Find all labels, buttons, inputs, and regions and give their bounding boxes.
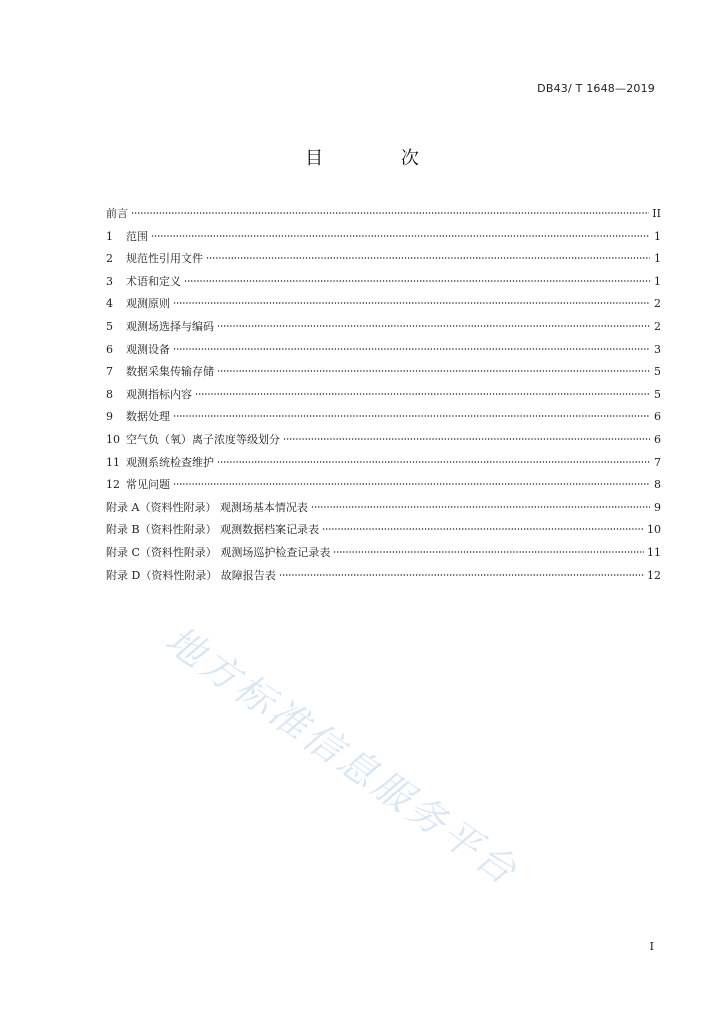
toc-leader-dots (311, 506, 650, 508)
toc-entry-page: 2 (654, 297, 661, 311)
toc-entry[interactable] (106, 341, 661, 364)
toc-leader-dots (173, 483, 650, 485)
toc-entry-label: 观测指标内容 (126, 387, 192, 401)
toc-entry-label: 观测设备 (126, 342, 170, 356)
toc-leader-dots (151, 235, 650, 237)
toc-entry-label: 前言 (106, 207, 128, 220)
toc-entry-page: 6 (654, 410, 661, 424)
toc-entry[interactable] (106, 431, 661, 454)
toc-entry-label: 观测原则 (126, 297, 170, 311)
toc-entry-number: 4 (106, 297, 113, 311)
toc-entry-label: 数据处理 (126, 410, 170, 424)
toc-entry-number: 12 (106, 478, 120, 492)
toc-entry-label: 常见问题 (126, 478, 170, 492)
toc-entry[interactable] (106, 363, 661, 386)
toc-leader-dots (333, 551, 644, 553)
toc-entry[interactable] (106, 273, 661, 296)
toc-entry-number: 8 (106, 387, 113, 401)
toc-entry[interactable] (106, 386, 661, 409)
page-title: 目 次 (305, 148, 455, 169)
toc-entry[interactable] (106, 295, 661, 318)
toc-leader-dots (173, 302, 650, 304)
toc-entry[interactable] (106, 205, 661, 228)
toc-leader-dots (206, 257, 650, 259)
toc-entry-number: 2 (106, 252, 113, 266)
toc-entry[interactable] (106, 521, 661, 544)
toc-leader-dots (131, 212, 649, 214)
toc-leader-dots (217, 325, 650, 327)
toc-entry-number: 10 (106, 432, 120, 446)
toc-leader-dots (217, 461, 650, 463)
toc-entry-label: 附录 C（资料性附录） 观测场巡护检查记录表 (106, 545, 331, 559)
toc-entry-label: 空气负（氧）离子浓度等级划分 (126, 432, 280, 446)
toc-entry-number: 6 (106, 342, 113, 356)
toc-entry-number: 5 (106, 319, 113, 333)
toc-entry-label: 数据采集传输存储 (126, 365, 214, 379)
toc-entry-label: 附录 A（资料性附录） 观测场基本情况表 (106, 500, 308, 514)
toc-entry[interactable] (106, 544, 661, 567)
toc-entry-number: 1 (106, 229, 113, 243)
toc-entry-page: 9 (654, 500, 661, 514)
toc-entry-page: 1 (654, 229, 661, 243)
toc-entry-label: 范围 (126, 229, 148, 243)
toc-entry-number: 9 (106, 410, 113, 424)
toc-leader-dots (195, 393, 650, 395)
toc-leader-dots (322, 528, 644, 530)
toc-entry-page: 7 (654, 455, 661, 469)
toc-entry-label: 观测场选择与编码 (126, 319, 214, 333)
table-of-contents (106, 205, 661, 589)
toc-entry-page: 2 (654, 319, 661, 333)
toc-entry-page: 8 (654, 478, 661, 492)
toc-entry[interactable] (106, 454, 661, 477)
toc-entry[interactable] (106, 250, 661, 273)
watermark: 地方标准信息服务平台 (157, 617, 527, 895)
toc-entry-page: II (652, 207, 661, 220)
toc-leader-dots (173, 415, 650, 417)
toc-leader-dots (279, 574, 644, 576)
toc-leader-dots (173, 348, 650, 350)
toc-entry-page: 12 (647, 568, 661, 582)
toc-entry-label: 观测系统检查维护 (126, 455, 214, 469)
toc-leader-dots (283, 438, 650, 440)
toc-entry[interactable] (106, 228, 661, 251)
toc-entry-page: 5 (654, 387, 661, 401)
toc-leader-dots (217, 370, 650, 372)
toc-entry-number: 3 (106, 274, 113, 288)
toc-entry-page: 1 (654, 252, 661, 266)
toc-entry-number: 7 (106, 365, 113, 379)
toc-entry[interactable] (106, 408, 661, 431)
standard-code: DB43/ T 1648—2019 (537, 82, 655, 95)
toc-entry-label: 附录 D（资料性附录） 故障报告表 (106, 568, 276, 582)
toc-entry[interactable] (106, 499, 661, 522)
toc-entry-page: 6 (654, 432, 661, 446)
toc-entry-label: 规范性引用文件 (126, 252, 203, 266)
toc-entry-page: 10 (647, 523, 661, 537)
toc-entry-page: 5 (654, 365, 661, 379)
page-number: I (649, 940, 654, 953)
toc-entry[interactable] (106, 567, 661, 590)
toc-entry-number: 11 (106, 455, 120, 469)
toc-entry-page: 3 (654, 342, 661, 356)
toc-leader-dots (184, 280, 650, 282)
toc-entry-label: 术语和定义 (126, 274, 181, 288)
toc-entry[interactable] (106, 476, 661, 499)
toc-entry-label: 附录 B（资料性附录） 观测数据档案记录表 (106, 523, 320, 537)
toc-entry-page: 11 (647, 545, 661, 559)
toc-entry-page: 1 (654, 274, 661, 288)
toc-entry[interactable] (106, 318, 661, 341)
